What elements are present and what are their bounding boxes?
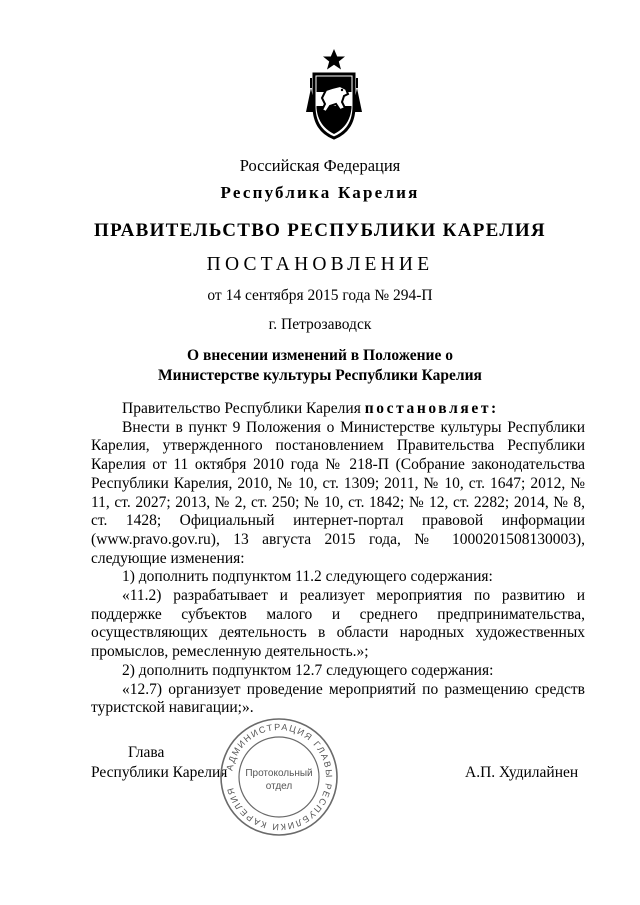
intro-text: Правительство Республики Карелия: [122, 400, 365, 417]
paragraph-item-1-text: «11.2) разрабатывает и реализует мероприятия по развитию и поддержке субъектов малого и среднего предпринимательства, осуществляющих деятельность в области народных художественных промыслов, ремесленную деятельность.»;: [91, 587, 585, 661]
signatory-name: А.П. Худилайнен: [465, 764, 579, 781]
country-name: Российская Федерация: [239, 156, 401, 175]
stamp-center-line-2: отдел: [265, 781, 293, 792]
republic-name: Республика Карелия: [220, 183, 420, 202]
intro-paragraph: [91, 400, 585, 419]
coat-of-arms-icon: [296, 48, 372, 144]
document-type: ПОСТАНОВЛЕНИЕ: [206, 254, 434, 275]
paragraph-item-2-text: «12.7) организует проведение мероприятий по размещению средств туристской навигации;».: [91, 680, 585, 717]
city: г. Петрозаводск: [268, 316, 372, 333]
stamp-center-line-1: Протокольный: [245, 768, 313, 779]
paragraph-item-2: 2) дополнить подпунктом 12.7 следующего содержания:: [122, 661, 494, 679]
document-subject: [0, 346, 640, 386]
stamp-ring-text: АДМИНИСТРАЦИЯ ГЛАВЫ РЕСПУБЛИКИ КАРЕЛИЯ: [224, 721, 335, 833]
government-title: ПРАВИТЕЛЬСТВО РЕСПУБЛИКИ КАРЕЛИЯ: [94, 220, 546, 241]
paragraph-main: Внести в пункт 9 Положения о Министерстве культуры Республики Карелия, утвержденного постановлением Правительства Республики Карелия от 11 октября 2010 года № 218-П (Собрание законодательства Республики Карелия, 2010, № 10, ст. 1309; 2011, № 10, ст. 1647; 2012, № 11, ст. 2027; 2013, № 2, ст. 250; № 10, ст. 1842; № 12, ст. 2282; 2014, № 8, ст. 1428; Официальный интернет-портал правовой информации (www.pravo.gov.ru), 13 августа 2015 года, № 1000201508130003), следующие изменения:: [91, 418, 585, 567]
decree-verb: постановляет:: [364, 400, 499, 417]
date-number: от 14 сентября 2015 года № 294-П: [207, 287, 433, 304]
signatory-title-line-2: Республики Карелия: [91, 764, 228, 781]
subject-line-1: О внесении изменений в Положение о: [187, 347, 453, 364]
document-body: [91, 400, 585, 718]
signatory-title-line-1: Глава: [128, 744, 165, 761]
official-stamp: [218, 716, 340, 838]
paragraph-item-1: 1) дополнить подпунктом 11.2 следующего содержания:: [122, 568, 493, 586]
subject-line-2: Министерстве культуры Республики Карелия: [158, 367, 482, 384]
